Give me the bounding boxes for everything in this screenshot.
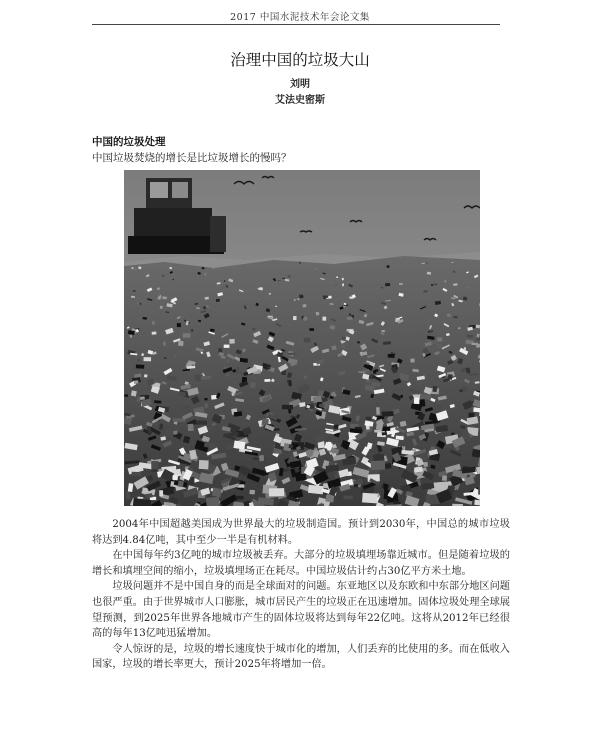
section-subheading: 中国垃圾焚烧的增长是比垃圾增长的慢吗？ [92,152,292,164]
paragraph: 在中国每年约3亿吨的城市垃圾被丢弃。大部分的垃圾填埋场靠近城市。但是随着垃圾的增长和填埋空间的缩小，垃圾填埋场正在耗尽。中国垃圾估计约占30亿平方米土地。 [92,550,510,577]
article-body [92,517,510,673]
author-name: 刘明 [290,79,310,90]
header-rule [92,24,500,25]
paragraph: 垃圾问题并不是中国自身的而是全球面对的问题。东亚地区以及东欧和中东部分地区问题也很严重。由于世界城市人口膨胀，城市居民产生的垃圾正在迅速增加。固体垃圾处理全球展望预测，到2025年世界各地城市产生的固体垃圾将达到每年22亿吨。这将从2012年已经很高的每年13亿吨迅猛增加。 [92,581,510,640]
paragraph: 令人惊讶的是，垃圾的增长速度快于城市化的增加，人们丢弃的比使用的多。而在低收入国家，垃圾的增长率更大，预计2025年将增加一倍。 [92,643,510,671]
paragraph: 2004年中国超越美国成为世界最大的垃圾制造国。预计到2030年，中国总的城市垃圾将达到4.84亿吨，其中至少一半是有机材料。 [92,519,510,546]
article-title: 治理中国的垃圾大山 [230,51,370,69]
landfill-photo [124,170,480,506]
author-name: 艾法史密斯 [275,95,325,106]
section-heading: 中国的垃圾处理 [92,136,166,148]
running-header: 2017 中国水泥技术年会论文集 [230,12,370,23]
